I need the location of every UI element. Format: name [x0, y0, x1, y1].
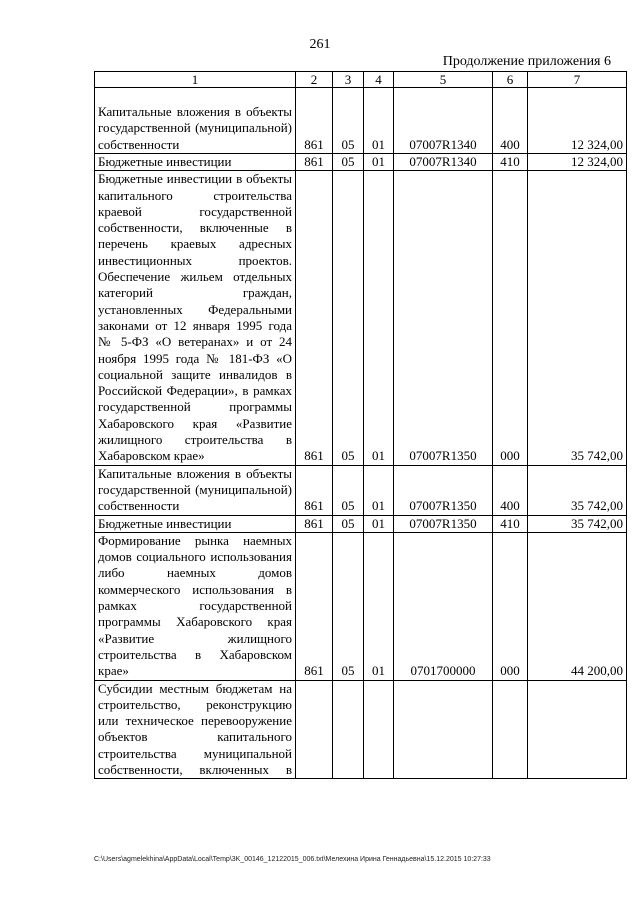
budget-table [94, 71, 627, 779]
cell-target-article [394, 680, 493, 779]
row-description: Субсидии местным бюджетам на строительство, реконструкцию или техническое перевооружение объектов капитального строительства муниципальной собственности, включенных в [95, 680, 296, 779]
cell-section: 05 [333, 154, 364, 171]
table-row [95, 515, 627, 532]
table-row [95, 532, 627, 680]
cell-section: 05 [333, 171, 364, 465]
table-row [95, 88, 627, 154]
cell-ministry: 861 [296, 171, 333, 465]
cell-subsection: 01 [364, 532, 394, 680]
cell-amount: 44 200,00 [528, 532, 627, 680]
row-description: Бюджетные инвестиции в объекты капитального строительства краевой государственной собственности, включенные в перечень краевых адресных инвестиционных проектов. Обеспечение жильем отдельных категорий граждан, установленных Федеральными законами от 12 января 1995 года № 5-ФЗ «О ветеранах» и от 24 ноября 1995 года № 181-ФЗ «О социальной защите инвалидов в Российской Федерации», в рамках государственной программы Хабаровского края «Развитие жилищного строительства в Хабаровском крае» [95, 171, 296, 465]
cell-ministry: 861 [296, 515, 333, 532]
cell-section: 05 [333, 88, 364, 154]
row-description: Капитальные вложения в объекты государственной (муниципальной) собственности [95, 465, 296, 515]
cell-subsection: 01 [364, 88, 394, 154]
footer-file-path: C:\Users\agmelekhina\AppData\Local\Temp\3K_00146_12122015_006.txt\Мелехина Ирина Геннадьевна\15.12.2015 10:27:33 [94, 856, 491, 863]
cell-expense-type: 400 [493, 88, 528, 154]
cell-amount [528, 680, 627, 779]
continuation-label: Продолжение приложения 6 [442, 54, 611, 69]
cell-section: 05 [333, 515, 364, 532]
cell-expense-type: 000 [493, 532, 528, 680]
cell-subsection: 01 [364, 465, 394, 515]
cell-expense-type: 410 [493, 515, 528, 532]
cell-subsection: 01 [364, 154, 394, 171]
row-description: Бюджетные инвестиции [95, 515, 296, 532]
header-cell: 3 [333, 72, 364, 88]
table-row [95, 465, 627, 515]
cell-section [333, 680, 364, 779]
cell-ministry: 861 [296, 465, 333, 515]
cell-target-article: 07007R1340 [394, 154, 493, 171]
header-cell: 2 [296, 72, 333, 88]
row-description: Формирование рынка наемных домов социального использования либо наемных домов коммерческого использования в рамках государственной программы Хабаровского края «Развитие жилищного строительства в Хабаровском крае» [95, 532, 296, 680]
cell-target-article: 07007R1340 [394, 88, 493, 154]
cell-ministry: 861 [296, 88, 333, 154]
table-row [95, 680, 627, 779]
header-cell: 4 [364, 72, 394, 88]
cell-ministry [296, 680, 333, 779]
cell-amount: 35 742,00 [528, 171, 627, 465]
page-number: 261 [309, 37, 331, 52]
table-header-row [95, 72, 627, 88]
cell-expense-type [493, 680, 528, 779]
cell-amount: 12 324,00 [528, 88, 627, 154]
cell-subsection: 01 [364, 515, 394, 532]
cell-amount: 12 324,00 [528, 154, 627, 171]
header-cell: 5 [394, 72, 493, 88]
cell-section: 05 [333, 465, 364, 515]
table-row [95, 171, 627, 465]
cell-section: 05 [333, 532, 364, 680]
header-cell: 1 [95, 72, 296, 88]
cell-expense-type: 000 [493, 171, 528, 465]
header-cell: 6 [493, 72, 528, 88]
cell-ministry: 861 [296, 532, 333, 680]
cell-target-article: 07007R1350 [394, 515, 493, 532]
cell-subsection: 01 [364, 171, 394, 465]
cell-target-article: 07007R1350 [394, 465, 493, 515]
cell-expense-type: 400 [493, 465, 528, 515]
row-description: Бюджетные инвестиции [95, 154, 296, 171]
cell-subsection [364, 680, 394, 779]
cell-ministry: 861 [296, 154, 333, 171]
row-description: Капитальные вложения в объекты государственной (муниципальной) собственности [95, 88, 296, 154]
cell-target-article: 07007R1350 [394, 171, 493, 465]
cell-amount: 35 742,00 [528, 465, 627, 515]
cell-expense-type: 410 [493, 154, 528, 171]
table-row [95, 154, 627, 171]
cell-target-article: 0701700000 [394, 532, 493, 680]
cell-amount: 35 742,00 [528, 515, 627, 532]
header-cell: 7 [528, 72, 627, 88]
